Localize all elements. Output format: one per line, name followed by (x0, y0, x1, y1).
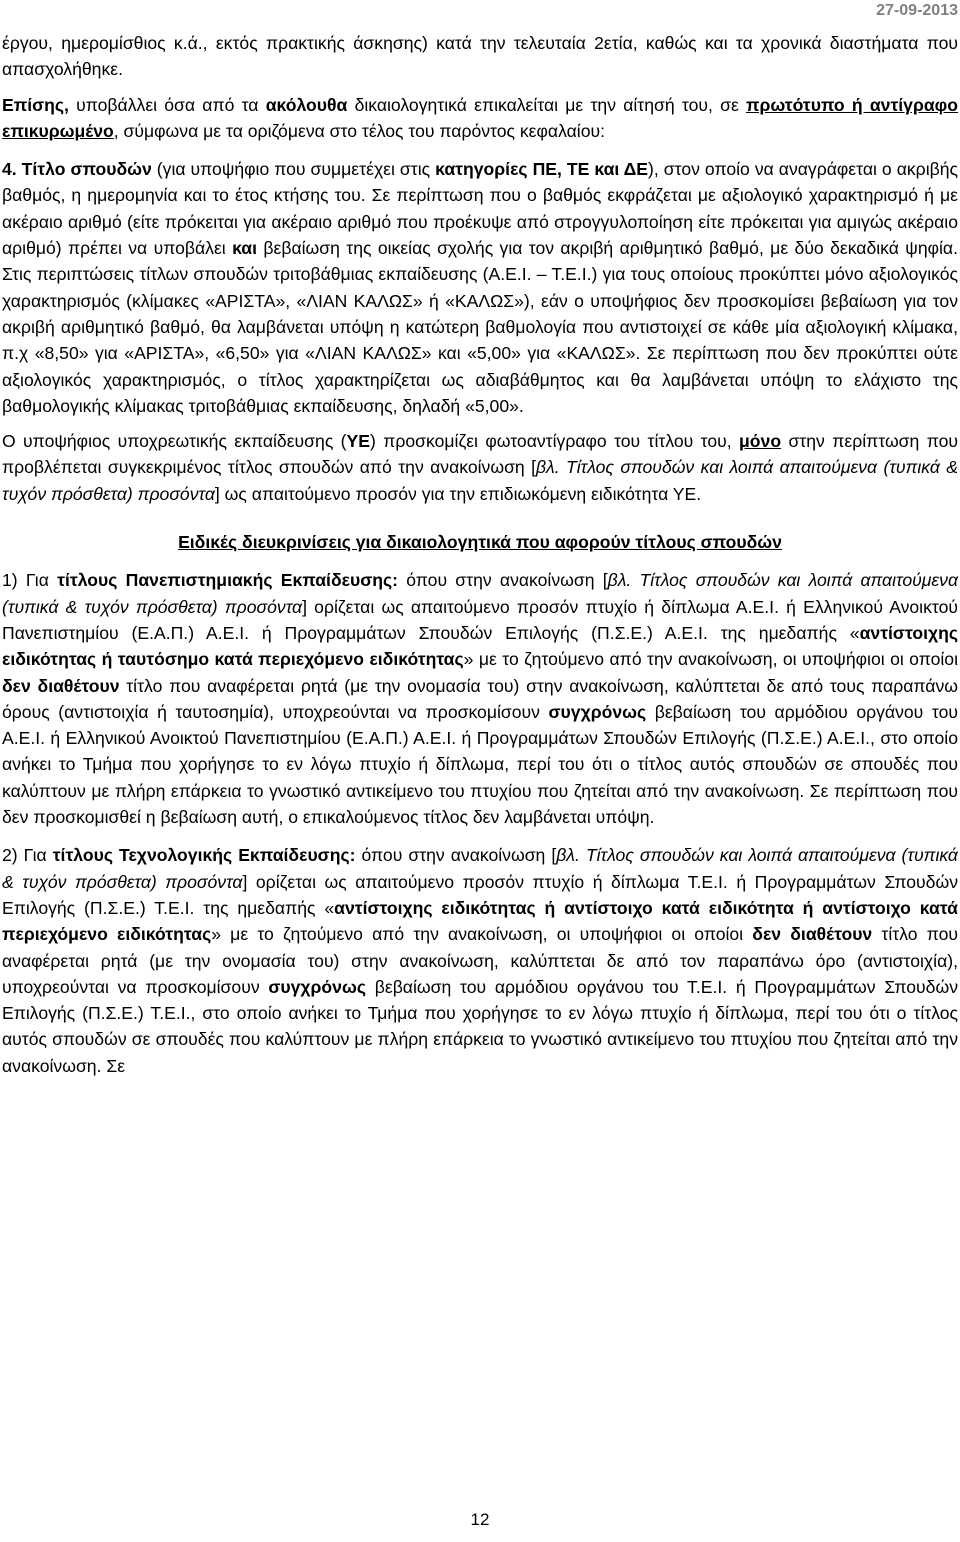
text-run: βεβαίωση του αρμόδιου οργάνου του Τ.Ε.Ι. ή Προγραμμάτων Σπουδών Επιλογής (Π.Σ.Ε.) Τ.Ε.Ι., στο οποίο ανήκει το Τμήμα που χορήγησε το εν λόγω πτυχίο ή δίπλωμα, περί του ότι ο τίτλος αυτός σπουδών σε σπουδές που καλύπτουν με πλήρη επάρκεια το γνωστικό αντικείμενο του πτυχίου που ζητείται από την ανακοίνωση. Σε (2, 976, 958, 1076)
text-run-bold: αντίστοιχης ειδικότητας ή ταυτόσημο κατά περιεχόμενο ειδικότητας (2, 622, 958, 670)
text-run-bold: αντίστοιχης ειδικότητας ή αντίστοιχο κατά ειδικότητα ή αντίστοιχο κατά περιεχόμενο ειδικότητας (2, 897, 958, 945)
text-run: ) προσκομίζει φωτοαντίγραφο του τίτλου του, (370, 431, 740, 452)
text-run-bold: ακόλουθα (265, 94, 348, 115)
text-run: 2) Για (2, 845, 53, 866)
text-run: ] ως απαιτούμενο προσόν για την επιδιωκόμενη ειδικότητα ΥΕ. (214, 483, 702, 504)
text-run-bold: 4. Τίτλο σπουδών (2, 159, 152, 180)
paragraph-continuation (2, 30, 958, 83)
page-number: 12 (470, 1510, 490, 1529)
text-run-bold: ΥΕ (346, 431, 371, 452)
text-run: Ο υποψήφιος υποχρεωτικής εκπαίδευσης ( (2, 431, 347, 452)
text-run-italic: βλ. Τίτλος σπουδών και λοιπά απαιτούμενα (τυπικά & τυχόν πρόσθετα) προσόντα (2, 457, 958, 504)
text-run: βεβαίωση της οικείας σχολής για τον ακριβή αριθμητικό βαθμό, με δύο δεκαδικά ψηφία. Στις περιπτώσεις τίτλων σπουδών τριτοβάθμιας εκπαίδευσης (Α.Ε.Ι. – Τ.Ε.Ι.) για τους οποίους προκύπτει μόνο αξιολογικός χαρακτηρισμός (κλίμακες «ΑΡΙΣΤΑ», «ΛΙΑΝ ΚΑΛΩΣ» ή «ΚΑΛΩΣ»), εάν ο υποψήφιος δεν προσκομίσει βεβαίωση για τον ακριβή αριθμητικό βαθμό, θα λαμβάνεται υπόψη η κατώτερη βαθμολογία που αντιστοιχεί σε κάθε μία αξιολογική κλίμακα, π.χ «8,50» για «ΑΡΙΣΤΑ», «6,50» για «ΛΙΑΝ ΚΑΛΩΣ» και «5,00» για «ΚΑΛΩΣ». Σε περίπτωση που δεν προκύπτει ούτε αξιολογικός χαρακτηρισμός, ο τίτλος χαρακτηρίζεται ως αδιαβάθμητος και θα λαμβάνεται υπόψη το ελάχιστο της βαθμολογικής κλίμακας τριτοβάθμιας εκπαίδευσης, δηλαδή «5,00». (2, 238, 958, 416)
text-run: όπου στην ανακοίνωση [ (398, 570, 608, 591)
text-run-bold: δεν διαθέτουν (752, 924, 873, 945)
text-run: όπου στην ανακοίνωση [ (355, 845, 557, 866)
text-run: , σύμφωνα με τα οριζόμενα στο τέλος του παρόντος κεφαλαίου: (113, 120, 606, 141)
paragraph-item-4-degree (2, 156, 958, 419)
paragraph-university-titles (2, 567, 958, 830)
text-run-bold: τίτλους Πανεπιστημιακής Εκπαίδευσης: (57, 570, 398, 591)
text-run-bold: και (232, 238, 257, 259)
text-run: » με το ζητούμενο από την ανακοίνωση, οι υποψήφιοι οι οποίοι (463, 649, 958, 670)
text-run: ] ορίζεται ως απαιτούμενο προσόν πτυχίο ή δίπλωμα Τ.Ε.Ι. ή Προγραμμάτων Σπουδών Επιλογής (Π.Σ.Ε.) Τ.Ε.Ι. της ημεδαπής « (2, 871, 958, 918)
text-run-bold: συγχρόνως (268, 976, 366, 997)
text-run-bold: Επίσης, (2, 94, 69, 115)
text-run-bold: δεν διαθέτουν (2, 675, 120, 696)
text-run: έργου, ημερομίσθιος κ.ά., εκτός πρακτικής άσκησης) κατά την τελευταία 2ετία, καθώς και τα χρονικά διαστήματα που απασχολήθηκε. (2, 33, 958, 80)
text-run: τίτλο που αναφέρεται ρητά (με την ονομασία του) στην ανακοίνωση, καλύπτεται δε από τον παραπάνω όρο (αντιστοιχία), υποχρεούνται να προσκομίσουν (2, 924, 959, 997)
text-run-bold-underline: πρωτότυπο ή αντίγραφο επικυρωμένο (2, 94, 958, 141)
text-run: » με το ζητούμενο από την ανακοίνωση, οι υποψήφιοι οι οποίοι (211, 924, 753, 945)
text-run: 1) Για (2, 570, 58, 591)
text-run-bold: τίτλους Τεχνολογικής Εκπαίδευσης: (52, 845, 356, 866)
text-run: τίτλο που αναφέρεται ρητά (με την ονομασία του) στην ανακοίνωση, καλύπτεται δε από τους παραπάνω όρους (αντιστοιχία ή ταυτοσημία), υποχρεούνται να προσκομίσουν (2, 675, 958, 722)
text-run-bold: κατηγορίες ΠΕ, ΤΕ και ΔΕ (435, 159, 649, 180)
text-run: στην περίπτωση που προβλέπεται συγκεκριμένος τίτλος σπουδών από την ανακοίνωση [ (2, 431, 958, 478)
text-run: ), στον οποίο να αναγράφεται ο ακριβής βαθμός, η ημερομηνία και το έτος κτήσης του. Σε περίπτωση που ο βαθμός εκφράζεται με αξιολογικό χαρακτηρισμό ή με ακέραιο αριθμό (είτε πρόκειται για ακέραιο αριθμό που προέκυψε από στρογγυλοποίηση είτε πρόκειται για αμιγώς ακέραιο αριθμό) πρέπει να υποβάλει (2, 159, 958, 259)
text-run: υποβάλλει όσα από τα (68, 94, 266, 115)
paragraph-technological-titles (2, 842, 958, 1079)
text-run-italic: βλ. Τίτλος σπουδών και λοιπά απαιτούμενα (τυπικά & τυχόν πρόσθετα) προσόντα (2, 570, 958, 617)
text-run: (για υποψήφιο που συμμετέχει στις (151, 159, 436, 180)
text-run-italic: βλ. Τίτλος σπουδών και λοιπά απαιτούμενα (τυπικά & τυχόν πρόσθετα) προσόντα (2, 845, 958, 892)
header-date: 27-09-2013 (876, 2, 958, 19)
text-run: ] ορίζεται ως απαιτούμενο προσόν πτυχίο ή δίπλωμα Α.Ε.Ι. ή Ελληνικού Ανοικτού Πανεπιστημίου (Ε.Α.Π.) Α.Ε.Ι. ή Προγραμμάτων Σπουδών Επιλογής (Π.Σ.Ε.) Α.Ε.Ι. της ημεδαπής « (2, 596, 958, 643)
section-heading: Ειδικές διευκρινίσεις για δικαιολογητικά που αφορούν τίτλους σπουδών (178, 532, 782, 553)
paragraph-compulsory-education (2, 428, 958, 507)
paragraph-supporting-documents (2, 92, 958, 145)
text-run-bold-underline: μόνο (739, 431, 782, 452)
text-run: δικαιολογητικά επικαλείται με την αίτησή του, σε (347, 94, 747, 115)
text-run-bold: συγχρόνως (548, 701, 647, 722)
text-run: βεβαίωση του αρμόδιου οργάνου του Α.Ε.Ι. ή Ελληνικού Ανοικτού Πανεπιστημίου (Ε.Α.Π.) Α.Ε.Ι. ή Προγραμμάτων Σπουδών Επιλογής (Π.Σ.Ε.) Α.Ε.Ι., στο οποίο ανήκει το Τμήμα που χορήγησε το εν λόγω πτυχίο ή δίπλωμα, περί του ότι ο τίτλος αυτός σπουδών σε σπουδές που καλύπτουν με πλήρη επάρκεια το γνωστικό αντικείμενο του πτυχίου που ζητείται από την ανακοίνωση. Σε περίπτωση που δεν προσκομισθεί η βεβαίωση αυτή, ο επικαλούμενος τίτλος δεν λαμβάνεται υπόψη. (2, 701, 958, 828)
